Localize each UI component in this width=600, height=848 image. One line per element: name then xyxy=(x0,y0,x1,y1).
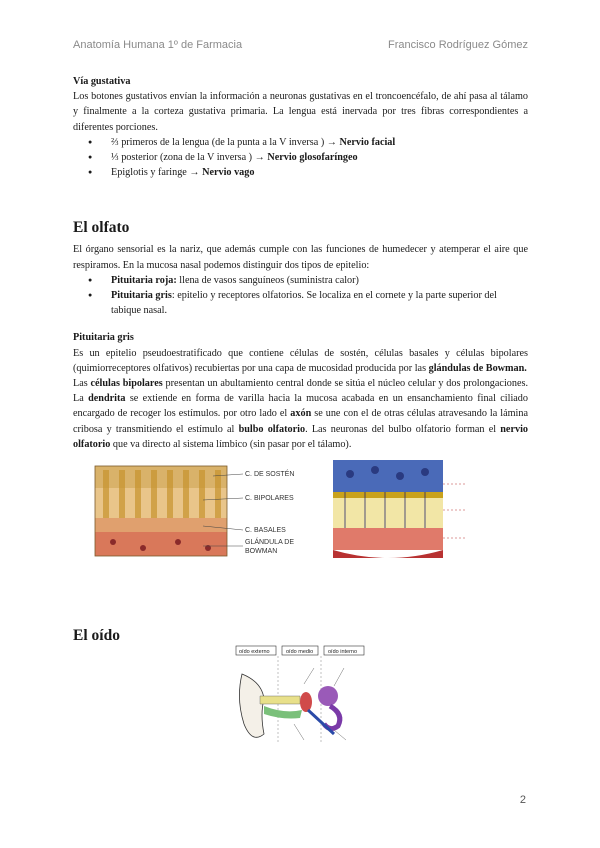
label-oido-medio: oído medio xyxy=(286,649,314,655)
list-item: ● ⅓ posterior (zona de la V inversa ) → Nervio glosofaríngeo xyxy=(73,150,528,165)
label-oido-interno: oído interno xyxy=(328,649,358,655)
label-glandula: GLÁNDULA DE xyxy=(245,539,295,547)
label-oido-externo: oído externo xyxy=(239,649,270,655)
label-sosten: C. DE SOSTÉN xyxy=(245,471,295,479)
olfactory-bulb-figure xyxy=(325,454,473,570)
via-gustativa-paragraph: Los botones gustativos envían la información a neuronas gustativas en el troncoencéfalo, de ahí pasa al tálamo y finalmente a la corteza gustativa primaria. La lengua está inervada por tres fibras correspondientes a diferentes porciones. xyxy=(73,91,528,133)
list-item: ● ⅔ primeros de la lengua (de la punta a la V inversa ) → Nervio facial xyxy=(73,135,528,150)
page-number: 2 xyxy=(519,794,526,806)
olfato-paragraph: El órgano sensorial es la nariz, que además cumple con las funciones de humedecer y atemperar el aire que respiramos. En la mucosa nasal podemos distinguir dos tipos de epitelio: xyxy=(73,244,528,271)
olfactory-epithelium-figure xyxy=(93,462,325,558)
list-item: ● Pituitaria gris: epitelio y receptores olfatorios. Se localiza en el cornete y la parte superior del tabique nasal. xyxy=(73,288,528,318)
olfactory-figures xyxy=(73,462,528,562)
via-gustativa-list xyxy=(73,135,528,181)
header-course-title: Anatomía Humana 1º de Farmacia xyxy=(73,39,243,51)
label-bipolares: C. BIPOLARES xyxy=(245,495,294,503)
olfato-list xyxy=(73,273,528,319)
label-bowman: BOWMAN xyxy=(245,548,278,556)
label-basales: C. BASALES xyxy=(245,527,286,535)
pituitaria-gris-paragraph-2: Las células bipolares presentan un abultamiento central donde se sitúa el núcleo celular y dos prolongaciones. La dendrita se extiende en forma de varilla hacia la mucosa acabada en un ensanchamiento final ciliado encargado de recoger los estímulos. por otro lado el axón se une con el de otras células atravesando la lámina cribosa y transmitiendo el estímulo al bulbo olfatorio. Las neuronas del bulbo olfatorio forman el nervio olfatorio que va directo al sistema límbico (sin pasar por el tálamo). xyxy=(73,378,528,450)
ear-figure xyxy=(234,644,374,756)
section-title-oido: El oído xyxy=(73,627,120,644)
section-title-olfato: El olfato xyxy=(73,219,130,237)
via-gustativa-title: Vía gustativa xyxy=(73,76,131,87)
list-item: ● Pituitaria roja: llena de vasos sanguíneos (suministra calor) xyxy=(73,273,528,288)
page-content xyxy=(73,74,528,562)
list-item: ● Epiglotis y faringe → Nervio vago xyxy=(73,165,528,180)
pituitaria-gris-title: Pituitaria gris xyxy=(73,332,134,344)
pituitaria-gris-paragraph-1: Es un epitelio pseudoestratificado que contiene células de sostén, células basales y células bipolares (quimiorreceptores olfativos) recubiertas por una capa de mucosidad producida por las glándulas de Bowman. xyxy=(73,347,528,374)
header-author: Francisco Rodríguez Gómez xyxy=(388,39,528,51)
